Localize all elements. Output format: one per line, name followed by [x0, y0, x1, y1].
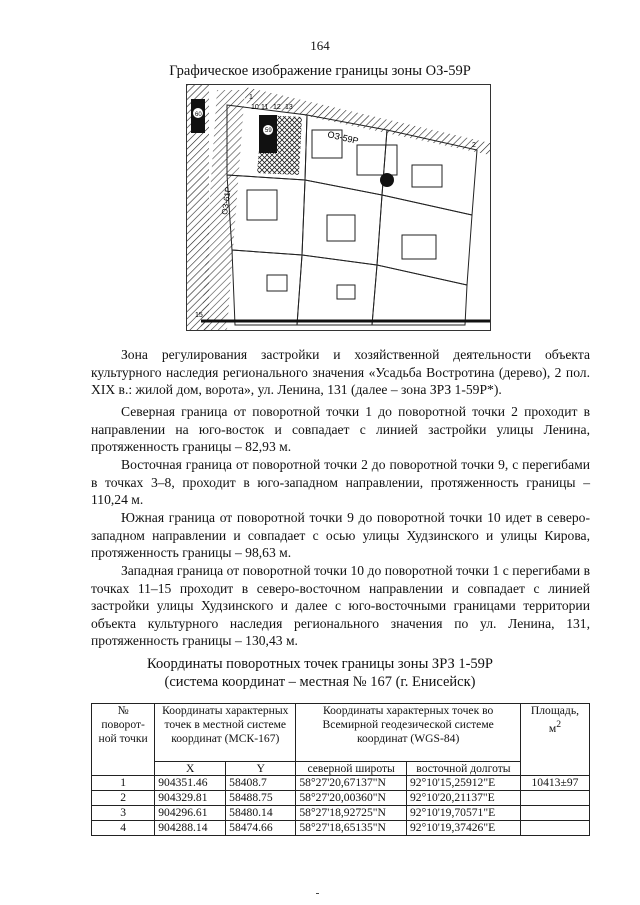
scan-speck: [316, 893, 319, 894]
coordinates-title-line1: Координаты поворотных точек границы зоны ЗРЗ 1-59Р: [147, 656, 493, 672]
cell-n: 3: [92, 806, 155, 821]
table-row: [92, 776, 590, 791]
table-row: [92, 791, 590, 806]
header-wgs-coords: Координаты характерных точек во Всемирной геодезической системе координат (WGS-84): [296, 704, 521, 762]
cell-x: 904296.61: [155, 806, 226, 821]
boundary-map: [186, 84, 491, 331]
cell-x: 904329.81: [155, 791, 226, 806]
coordinates-title-line2: (система координат – местная № 167 (г. Енисейск): [164, 674, 476, 690]
point-11-label: 11: [261, 104, 269, 111]
cell-area-empty: [520, 821, 589, 836]
cell-area-empty: [520, 791, 589, 806]
cell-y: 58488.75: [226, 791, 296, 806]
cell-n: 4: [92, 821, 155, 836]
header-lon: восточной долготы: [406, 762, 520, 776]
point-15-label: 15: [195, 312, 203, 319]
left-zone-label: ОЗ-61Р: [220, 186, 233, 216]
cell-y: 58474.66: [226, 821, 296, 836]
point-12-label: 12: [273, 104, 281, 111]
point-13-label: 13: [285, 104, 293, 111]
map-title: Графическое изображение границы зоны ОЗ-59Р: [169, 63, 471, 79]
cell-area: 10413±97: [520, 776, 589, 791]
cell-lon: 92°10'19,70571"E: [406, 806, 520, 821]
header-y: Y: [226, 762, 296, 776]
paragraph-east-boundary: Восточная граница от поворотной точки 2 до поворотной точки 9, с перегибами в точках 3–8, проходит в юго-западном направлении, протяженность границы – 110,24 м.: [91, 457, 590, 507]
cell-lat: 58°27'20,67137"N: [296, 776, 407, 791]
cell-x: 904288.14: [155, 821, 226, 836]
point-1-label: 1: [249, 94, 253, 101]
cell-area-empty: [520, 806, 589, 821]
table-row: [92, 821, 590, 836]
header-area: Площадь, $м^2$: [520, 704, 589, 776]
header-x: X: [155, 762, 226, 776]
zone-label: ОЗ-59Р: [326, 129, 360, 147]
cell-lon: 92°10'19,37426"E: [406, 821, 520, 836]
point-10-label: 10: [251, 104, 259, 111]
cell-n: 1: [92, 776, 155, 791]
cell-lat: 58°27'20,00360"N: [296, 791, 407, 806]
object-59-label: 59: [265, 128, 272, 134]
cell-y: 58480.14: [226, 806, 296, 821]
paragraph-north-boundary: Северная граница от поворотной точки 1 до поворотной точки 2 проходит в направлении на юго-восток и совпадает с линией застройки улицы Ленина, протяженность границы – 82,93 м.: [91, 404, 590, 454]
cell-lat: 58°27'18,92725"N: [296, 806, 407, 821]
cell-lon: 92°10'20,21137"E: [406, 791, 520, 806]
header-point-number: № поворот-ной точки: [92, 704, 155, 776]
page-number: 164: [310, 38, 330, 53]
cell-n: 2: [92, 791, 155, 806]
cell-lat: 58°27'18,65135"N: [296, 821, 407, 836]
table-row: [92, 806, 590, 821]
coordinates-table: [91, 703, 590, 836]
coordinates-title: [0, 655, 640, 691]
point-2-label: 2: [472, 142, 476, 149]
object-dot: [380, 173, 394, 187]
paragraph-west-boundary: Западная граница от поворотной точки 10 до поворотной точки 1 с перегибами в точках 11–15 проходит в северо-восточном направлении и совпадает с линией застройки улицы Худзинского и далее с юго-восточными границами территории объекта культурного наследия регионального значения по ул. Ленина, 131, протяженность границы – 130,43 м.: [91, 563, 590, 648]
object-60-label: 60: [195, 112, 202, 118]
paragraph-zone-description: Зона регулирования застройки и хозяйственной деятельности объекта культурного наследия регионального значения «Усадьба Востротина (дерево), 2 пол. XIX в.: жилой дом, ворота», ул. Ленина, 131 (далее – зона ЗРЗ 1-59Р*).: [91, 347, 590, 397]
cell-y: 58408.7: [226, 776, 296, 791]
header-lat: северной широты: [296, 762, 407, 776]
cell-lon: 92°10'15,25912"E: [406, 776, 520, 791]
header-local-coords: Координаты характерных точек в местной системе координат (МСК-167): [155, 704, 296, 762]
paragraph-south-boundary: Южная граница от поворотной точки 9 до поворотной точки 10 идет в северо-западном направлении и совпадает с осью улицы Худзинского и улицы Кирова, протяженность границы – 98,63 м.: [91, 510, 590, 560]
cell-x: 904351.46: [155, 776, 226, 791]
